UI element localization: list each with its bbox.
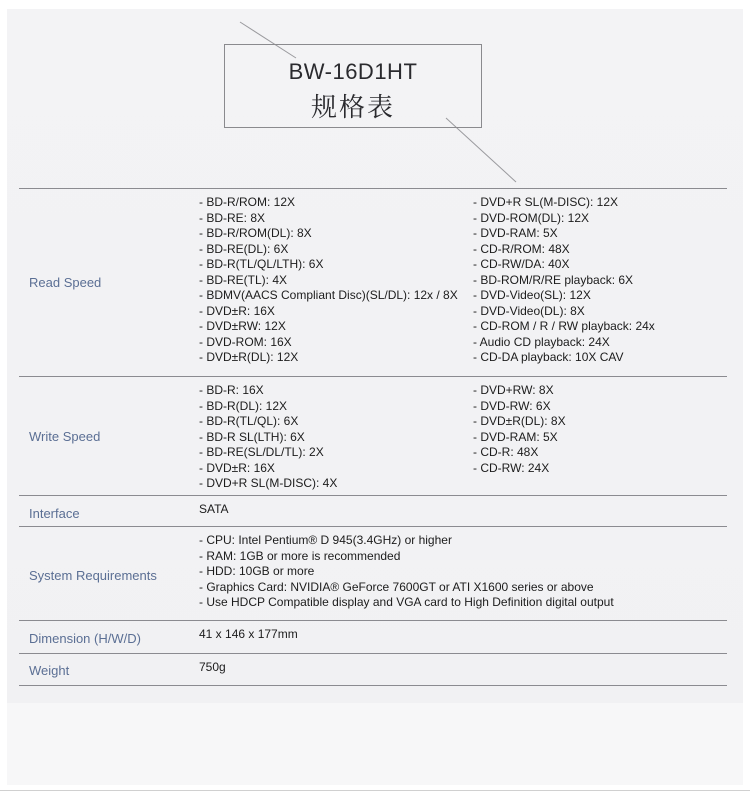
interface-value: SATA [199, 502, 229, 516]
spec-sheet-subtitle: 规格表 [310, 92, 395, 122]
list-item: - DVD-RAM: 5X [473, 429, 558, 444]
row-label-read-speed: Read Speed [29, 275, 102, 290]
list-item: - DVD-ROM: 16X [199, 334, 292, 349]
lower-background [7, 703, 743, 785]
list-item: - BD-R/ROM(DL): 8X [199, 226, 312, 240]
list-item: - CD-R: 48X [473, 445, 539, 459]
spec-row-write-speed [19, 376, 727, 495]
list-item: - RAM: 1GB or more is recommended [199, 548, 401, 563]
read-speed-column-2 [473, 195, 655, 366]
bottom-divider [0, 790, 750, 791]
list-item: - DVD±R: 16X [199, 460, 275, 475]
title-box [224, 44, 482, 128]
list-item: - DVD+RW: 8X [473, 383, 554, 397]
list-item: - DVD±R(DL): 12X [199, 350, 299, 364]
list-item: - BD-R(TL/QL/LTH): 6X [199, 257, 324, 271]
spec-row-system-requirements [19, 526, 727, 620]
list-item: - Use HDCP Compatible display and VGA card to High Definition digital output [199, 595, 614, 609]
list-item: - DVD-RW: 6X [473, 398, 551, 413]
list-item: - CD-ROM / R / RW playback: 24x [473, 319, 655, 333]
spec-table [19, 188, 727, 686]
list-item: - CPU: Intel Pentium® D 945(3.4GHz) or higher [199, 533, 452, 547]
spec-row-read-speed [19, 188, 727, 376]
list-item: - BD-ROM/R/RE playback: 6X [473, 272, 634, 287]
list-item: - BD-RE: 8X [199, 210, 266, 225]
list-item: - CD-R/ROM: 48X [473, 241, 570, 256]
row-label-write-speed: Write Speed [29, 429, 101, 444]
list-item: - Audio CD playback: 24X [473, 334, 610, 349]
list-item: - DVD-Video(DL): 8X [473, 303, 585, 318]
list-item: - HDD: 10GB or more [199, 564, 315, 578]
list-item: - DVD+R SL(M-DISC): 4X [199, 476, 338, 490]
spec-row-dimension [19, 620, 727, 653]
list-item: - DVD-RAM: 5X [473, 226, 558, 240]
list-item: - DVD±R: 16X [199, 303, 275, 318]
system-requirements-list [199, 533, 614, 611]
row-label-interface: Interface [29, 506, 80, 521]
list-item: - DVD-Video(SL): 12X [473, 288, 591, 302]
spec-row-interface [19, 495, 727, 526]
list-item: - BDMV(AACS Compliant Disc)(SL/DL): 12x / 8X [199, 288, 458, 302]
list-item: - BD-RE(SL/DL/TL): 2X [199, 445, 324, 459]
list-item: - CD-RW: 24X [473, 460, 550, 475]
row-label-weight: Weight [29, 663, 70, 678]
write-speed-column-1 [199, 383, 337, 492]
weight-value: 750g [199, 660, 226, 674]
row-label-system-requirements: System Requirements [29, 568, 157, 583]
list-item: - BD-RE(TL): 4X [199, 272, 288, 287]
list-item: - DVD+R SL(M-DISC): 12X [473, 195, 619, 209]
dimension-value: 41 x 146 x 177mm [199, 627, 298, 641]
list-item: - CD-DA playback: 10X CAV [473, 350, 624, 364]
list-item: - CD-RW/DA: 40X [473, 257, 570, 271]
read-speed-column-1 [199, 195, 458, 366]
list-item: - DVD±RW: 12X [199, 319, 286, 333]
write-speed-column-2 [473, 383, 566, 476]
list-item: - DVD±R(DL): 8X [473, 414, 566, 428]
list-item: - BD-R/ROM: 12X [199, 195, 296, 209]
list-item: - Graphics Card: NVIDIA® GeForce 7600GT or ATI X1600 series or above [199, 579, 594, 594]
list-item: - BD-R: 16X [199, 383, 264, 397]
list-item: - DVD-ROM(DL): 12X [473, 210, 590, 225]
list-item: - BD-R(TL/QL): 6X [199, 414, 299, 428]
model-title: BW-16D1HT [288, 59, 418, 84]
list-item: - BD-R SL(LTH): 6X [199, 429, 305, 444]
row-label-dimension: Dimension (H/W/D) [29, 631, 141, 646]
list-item: - BD-R(DL): 12X [199, 398, 288, 413]
list-item: - BD-RE(DL): 6X [199, 241, 289, 256]
spec-row-weight [19, 653, 727, 686]
